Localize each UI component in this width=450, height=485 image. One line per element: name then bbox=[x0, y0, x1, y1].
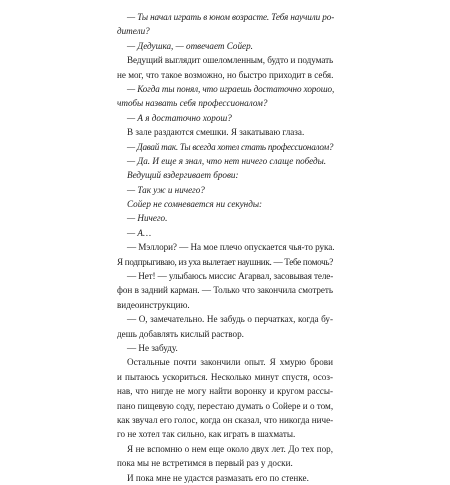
text-line: И пока мне не удастся размазать его по стенке. bbox=[127, 472, 309, 483]
text-line: — Нет! — улыбаюсь миссис Агарвал, засовывая теле- bbox=[127, 271, 334, 282]
text-line: — Ты начал играть в юном возрасте. Тебя научили ро- bbox=[127, 12, 335, 22]
text-line: не мог, что такое возможно, но быстро приходит в себя. bbox=[117, 69, 334, 80]
text-line: — Не забуду. bbox=[127, 342, 178, 353]
text-line: Ведущий вздергивает брови: bbox=[127, 170, 239, 181]
text-line: пока мы не встретимся в первый раз у доски. bbox=[117, 458, 293, 469]
text-line: — Так уж и ничего? bbox=[127, 184, 205, 195]
text-line: го не хотел так сильно, как играть в шахматы. bbox=[117, 429, 296, 440]
text-line: дители? bbox=[117, 26, 150, 37]
text-line: нав, что нигде не могу найти воронку и кругом рассы- bbox=[117, 386, 333, 397]
text-line: — Дедушка, — отвечает Сойер. bbox=[127, 40, 253, 51]
text-line: — А… bbox=[127, 227, 152, 238]
text-line: — О, замечательно. Не забудь о перчатках, когда бу- bbox=[127, 314, 333, 325]
text-line: Сойер не сомневается ни секунды: bbox=[127, 199, 263, 210]
text-line: Ведущий выглядит ошеломленным, будто и подумать bbox=[127, 55, 334, 66]
page-text-block bbox=[117, 10, 333, 485]
text-line: — А я достаточно хорош? bbox=[127, 112, 232, 123]
text-line: — Да. И еще я знал, что нет ничего слаще победы. bbox=[127, 155, 327, 166]
text-line: как звучал его голос, когда он сказал, что никогда ниче- bbox=[117, 414, 334, 425]
text-line: Остальные почти закончили опыт. Я хмурю брови bbox=[127, 357, 333, 368]
text-line: и пытаюсь ускориться. Несколько минут спустя, осоз- bbox=[117, 371, 333, 382]
text-line: — Ничего. bbox=[127, 213, 168, 224]
text-line: Я не вспомню о нем еще около двух лет. До тех пор, bbox=[127, 443, 333, 454]
text-line: дешь добавлять кислый раствор. bbox=[117, 328, 244, 339]
text-line: Я подпрыгиваю, из уха вылетает наушник. — Тебе помочь? bbox=[117, 256, 333, 267]
text-line: — Мэллори? — На мое плечо опускается чья-то рука. bbox=[127, 242, 335, 253]
text-line: — Давай так. Ты всегда хотел стать профессионалом? bbox=[127, 141, 334, 152]
text-line: видеоинструкцию. bbox=[117, 299, 190, 310]
text-line: фон в задний карман. — Только что закончила смотреть bbox=[117, 285, 333, 296]
text-line: пано пищевую соду, перестаю думать о Сойере и о том, bbox=[117, 400, 334, 411]
text-line: В зале раздаются смешки. Я закатываю глаза. bbox=[127, 127, 305, 138]
text-line: чтобы назвать себя профессионалом? bbox=[117, 98, 268, 109]
text-line: — Когда ты понял, что играешь достаточно хорошо, bbox=[127, 83, 335, 94]
